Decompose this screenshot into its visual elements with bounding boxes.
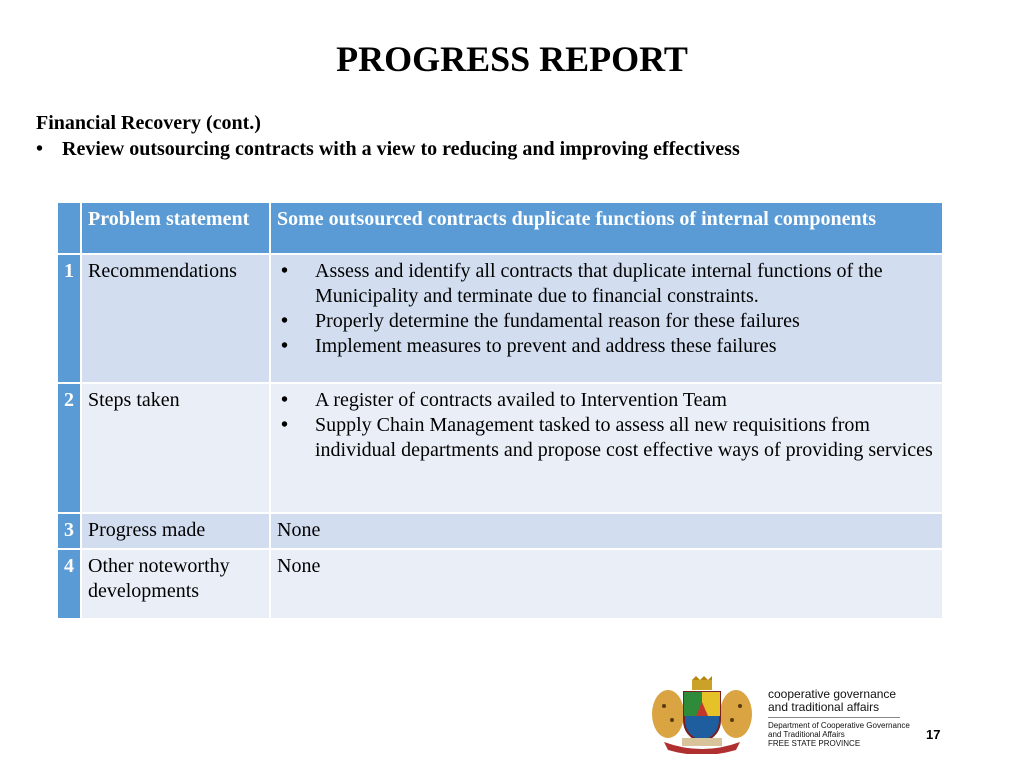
list-item: • A register of contracts availed to Intervention Team — [277, 388, 936, 413]
section-subheading: Financial Recovery (cont.) — [36, 112, 261, 134]
progress-table — [56, 201, 944, 620]
row-label: Recommendations — [81, 254, 270, 383]
page-number: 17 — [926, 727, 941, 742]
list-item: • Implement measures to prevent and address these failures — [277, 334, 936, 359]
row-content — [270, 254, 943, 383]
row-label: Steps taken — [81, 383, 270, 513]
list-item: • Properly determine the fundamental reason for these failures — [277, 309, 936, 334]
list-item: • Assess and identify all contracts that duplicate internal functions of the Municipality and terminate due to financial constraints. — [277, 259, 936, 309]
header-label: Problem statement — [81, 202, 270, 254]
section-bullet-text: Review outsourcing contracts with a view to reducing and improving effectivess — [62, 138, 740, 160]
row-num: 2 — [57, 383, 81, 513]
coat-of-arms-icon — [646, 676, 758, 754]
table-row — [57, 383, 943, 513]
section-bullet — [36, 138, 740, 161]
row-content: None — [270, 549, 943, 619]
row-num: 1 — [57, 254, 81, 383]
page-title: PROGRESS REPORT — [336, 39, 688, 79]
department-branding — [768, 688, 910, 748]
header-num-cell — [57, 202, 81, 254]
row-label: Other noteworthy developments — [81, 549, 270, 619]
row-label: Progress made — [81, 513, 270, 549]
table-row — [57, 254, 943, 383]
dept-sub-3: FREE STATE PROVINCE — [768, 739, 861, 748]
table-row — [57, 513, 943, 549]
row-num: 3 — [57, 513, 81, 549]
dept-line-1: cooperative governance — [768, 687, 897, 701]
bullet-icon: • — [36, 138, 44, 160]
dept-sub-1: Department of Cooperative Governance — [768, 721, 910, 730]
row-content — [270, 383, 943, 513]
row-num: 4 — [57, 549, 81, 619]
list-item: • Supply Chain Management tasked to assess all new requisitions from individual departments and propose cost effective ways of providing services — [277, 413, 936, 463]
dept-line-2: and traditional affairs — [768, 700, 880, 714]
row-content: None — [270, 513, 943, 549]
dept-sub-2: and Traditional Affairs — [768, 730, 845, 739]
header-value-text: Some outsourced contracts duplicate functions of internal components — [277, 208, 877, 230]
table-header-row — [57, 202, 943, 254]
header-value — [270, 202, 943, 254]
dept-divider — [768, 717, 900, 718]
table-row — [57, 549, 943, 619]
